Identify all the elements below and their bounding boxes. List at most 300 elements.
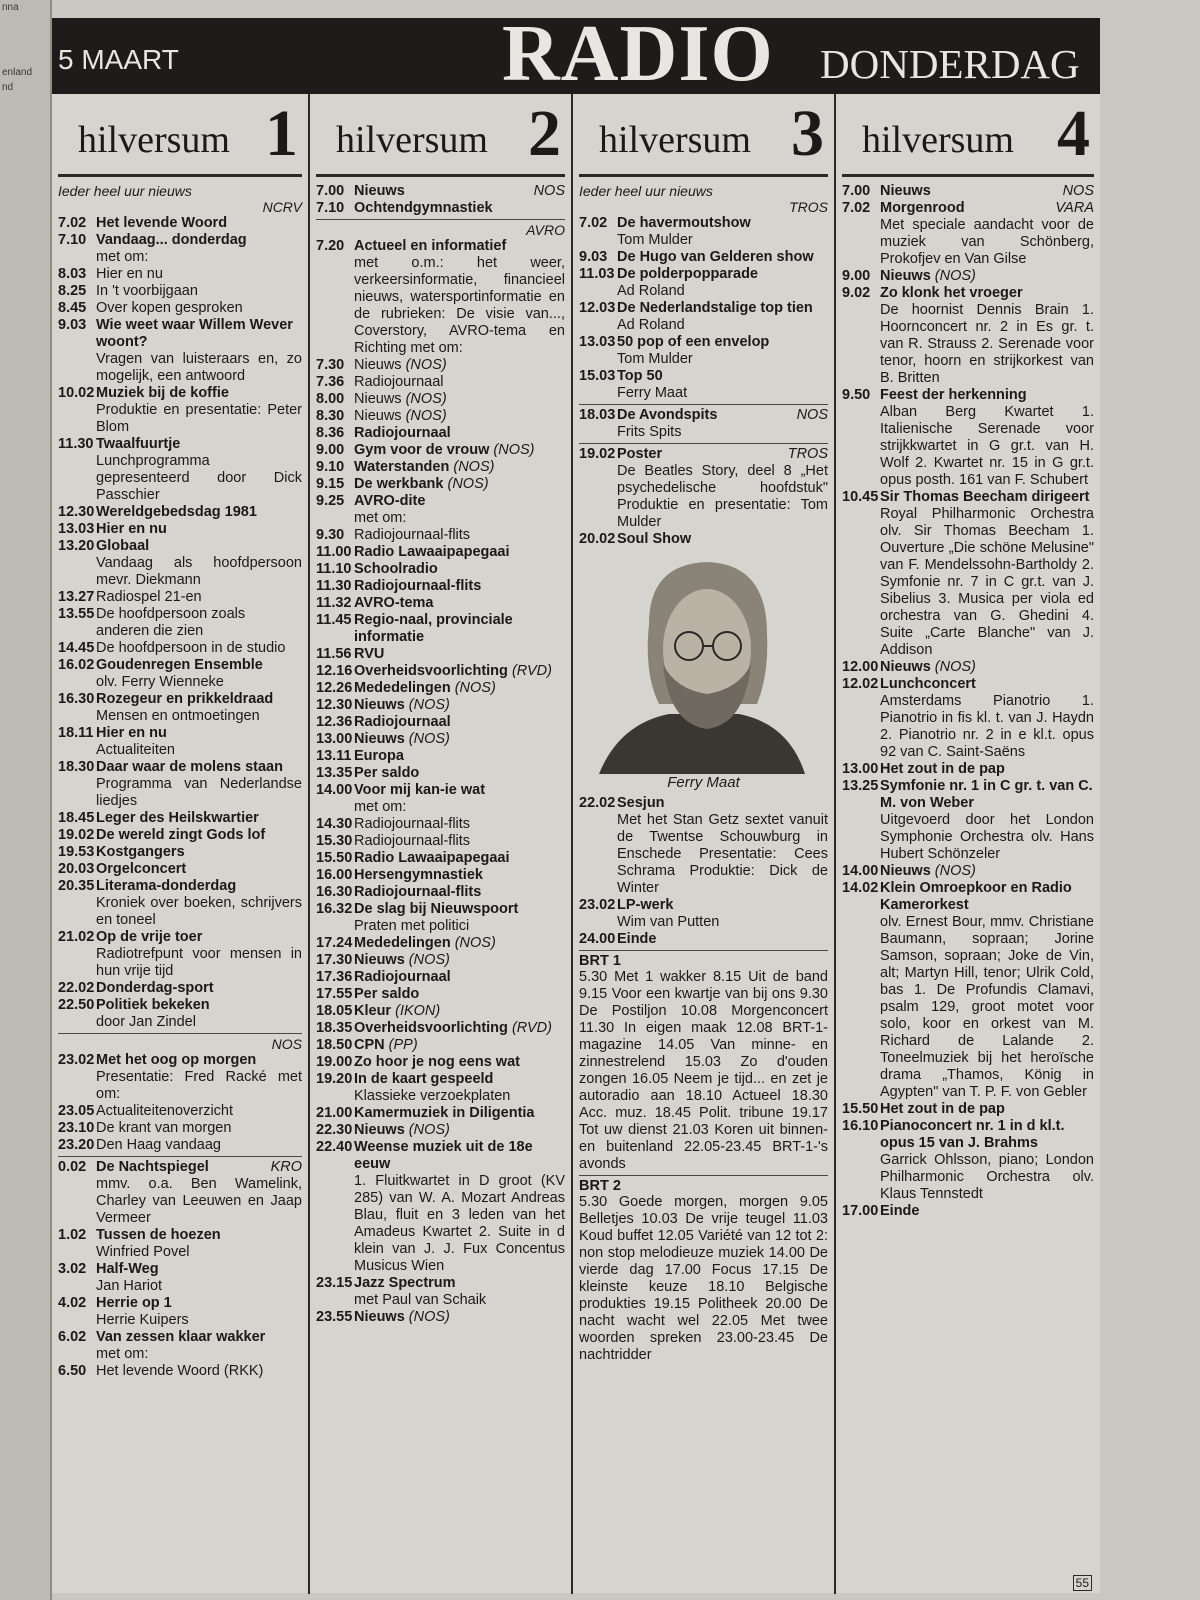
program-title: Radiojournaal	[354, 425, 451, 441]
program-entry	[316, 816, 565, 833]
program-entry	[316, 425, 565, 442]
program-time: 23.02	[579, 897, 616, 913]
program-description: Radiotrefpunt voor mensen in hun vrije tijd	[96, 946, 302, 979]
program-title: RVU	[354, 646, 385, 662]
broadcaster-tag: TROS	[789, 199, 828, 215]
program-entry	[58, 521, 302, 538]
column-header	[316, 94, 565, 177]
program-time: 10.02	[58, 385, 95, 401]
program-time: 16.10	[842, 1118, 879, 1134]
broadcaster-tag: NOS	[533, 183, 565, 199]
program-description: met Paul van Schaik	[354, 1292, 487, 1308]
program-time: 7.10	[316, 200, 345, 216]
program-description: met om:	[354, 799, 407, 815]
program-title: De hoofdpersoon zoals anderen die zien	[96, 606, 246, 639]
program-time: 23.02	[58, 1052, 95, 1068]
broadcaster-note: (NOS)	[934, 268, 976, 284]
program-time: 9.10	[316, 459, 345, 475]
program-time: 9.03	[579, 249, 608, 265]
column-header	[579, 94, 828, 177]
broadcaster-note: (RVD)	[511, 1020, 552, 1036]
program-time: 13.03	[58, 521, 95, 537]
program-entry	[58, 657, 302, 691]
program-entry	[842, 1101, 1094, 1118]
program-entry	[842, 1118, 1094, 1203]
program-title: CPN	[354, 1037, 385, 1053]
program-description: mmv. o.a. Ben Wamelink, Charley van Leeuwen en Jaap Vermeer	[96, 1176, 302, 1226]
program-entry	[316, 1054, 565, 1071]
program-entry	[842, 761, 1094, 778]
program-description: Praten met politici	[354, 918, 470, 934]
program-entry	[579, 407, 828, 441]
program-entry	[58, 691, 302, 725]
program-entry	[316, 1020, 565, 1037]
program-entry	[842, 880, 1094, 1101]
program-description: De hoornist Dennis Brain 1. Hoornconcert nr. 2 in Es gr. t. van R. Strauss 2. Serenade voor tenor, hoorn en strijkorkest van B. Britten	[880, 302, 1094, 386]
program-time: 16.30	[316, 884, 353, 900]
program-entry	[316, 850, 565, 867]
brt1-schedule: 5.30 Met 1 wakker 8.15 Uit de band 9.15 Voor een kwartje van bij ons 9.30 De Postiljon 10.08 Morgenconcert 11.30 In eigen maak 12.08 BRT-1-magazine 14.05 Van minne- en zinnestrelend 15.03 Zo d'ouden zongen 16.05 Neem je tijd... en zet je autoradio aan 18.10 Actueel 18.30 Acc. muz. 18.45 Polit. tribune 19.17 Tot uw dienst 21.03 Koren uit binnen- en buitenland 22.05-23.45 BRT-1-'s avonds	[579, 969, 828, 1172]
brt2-schedule: 5.30 Goede morgen, morgen 9.05 Belletjes 10.03 De vrije teugel 11.03 Koud buffet 12.05 Variété van 12 tot 2: non stop melodieuze muziek 14.00 De vierde dag 17.00 Focus 17.15 De kleinste keuze 18.10 Belgische produkties 19.15 Politheek 20.00 De nacht wacht wel 22.05 Met twee woorden spreken 23.00-23.45 De nachtridder	[579, 1194, 828, 1363]
program-entry	[579, 446, 828, 531]
program-time: 15.50	[842, 1101, 879, 1117]
program-time: 10.45	[842, 489, 879, 505]
program-entry	[316, 527, 565, 544]
program-title: Nieuws	[354, 408, 402, 424]
program-title: Het levende Woord (RKK)	[96, 1363, 264, 1379]
program-description: Presentatie: Fred Racké met om:	[96, 1069, 302, 1102]
broadcaster-note: (NOS)	[454, 680, 496, 696]
program-title: Het levende Woord	[96, 215, 228, 231]
program-entry	[316, 1275, 565, 1309]
broadcaster-note: (NOS)	[408, 1309, 450, 1325]
program-title: Kostgangers	[96, 844, 185, 860]
program-title: Symfonie nr. 1 in C gr. t. van C. M. von Weber	[880, 778, 1093, 811]
program-time: 8.25	[58, 283, 87, 299]
program-description: Vragen van luisteraars en, zo mogelijk, een antwoord	[96, 351, 302, 384]
program-time: 7.00	[842, 183, 871, 199]
program-time: 19.02	[579, 446, 616, 462]
broadcaster-tag: TROS	[787, 446, 828, 462]
program-title: Morgenrood	[880, 200, 965, 216]
broadcaster-note: (NOS)	[454, 935, 496, 951]
program-time: 13.20	[58, 538, 95, 554]
program-time: 20.03	[58, 861, 95, 877]
program-entry	[316, 986, 565, 1003]
program-time: 14.00	[316, 782, 353, 798]
margin-text: nna	[2, 2, 19, 13]
program-entry	[842, 200, 1094, 268]
program-title: Herrie op 1	[96, 1295, 172, 1311]
program-time: 19.53	[58, 844, 95, 860]
program-description: Garrick Ohlsson, piano; London Philharmonic Orchestra olv. Klaus Tennstedt	[880, 1152, 1094, 1202]
divider	[58, 1156, 302, 1157]
program-title: Regio-naal, provinciale informatie	[354, 612, 513, 645]
program-description: 1. Fluitkwartet in D groot (KV 285) van W. A. Mozart Andreas Blau, fluit en 3 leden van het Amadeus Kwartet 2. Suite in d klein van J. J. Fux Concentus Musicus Wien	[354, 1173, 565, 1274]
program-entry	[58, 810, 302, 827]
program-title: Feest der herkenning	[880, 387, 1027, 403]
program-title: Muziek bij de koffie	[96, 385, 229, 401]
program-time: 22.02	[58, 980, 95, 996]
program-time: 12.26	[316, 680, 353, 696]
magazine-page	[52, 10, 1100, 1593]
program-title: Overheidsvoorlichting	[354, 663, 508, 679]
station-number: 2	[528, 97, 561, 170]
program-description: Programma van Nederlandse liedjes	[96, 776, 302, 809]
program-entry	[58, 436, 302, 504]
program-entry	[316, 1071, 565, 1105]
program-time: 18.05	[316, 1003, 353, 1019]
program-title: De Avondspits	[617, 407, 718, 423]
program-entry	[58, 1103, 302, 1120]
column-hilversum-3	[573, 94, 836, 1594]
program-time: 16.30	[58, 691, 95, 707]
program-time: 17.36	[316, 969, 353, 985]
program-time: 13.35	[316, 765, 353, 781]
program-entry	[579, 368, 828, 402]
program-entry	[316, 952, 565, 969]
program-description: Ad Roland	[617, 317, 685, 333]
program-time: 15.50	[316, 850, 353, 866]
program-time: 18.45	[58, 810, 95, 826]
program-entry	[316, 544, 565, 561]
program-entry	[58, 861, 302, 878]
program-title: Zo hoor je nog eens wat	[354, 1054, 520, 1070]
column-hilversum-1	[52, 94, 310, 1594]
program-description: Met het Stan Getz sextet vanuit de Twentse Schouwburg in Enschede Presentatie: Cees Schrama Produktie: Dick de Winter	[617, 812, 828, 896]
program-entry	[316, 867, 565, 884]
program-entry	[842, 778, 1094, 863]
broadcaster-note: (RVD)	[511, 663, 552, 679]
program-entry	[316, 748, 565, 765]
program-title: Radiojournaal	[354, 714, 451, 730]
program-description: Tom Mulder	[617, 232, 693, 248]
program-description: Ad Roland	[617, 283, 685, 299]
program-title: Den Haag vandaag	[96, 1137, 221, 1153]
broadcaster-note: (NOS)	[405, 357, 447, 373]
program-entry	[579, 531, 828, 548]
program-entry	[316, 1037, 565, 1054]
program-time: 18.50	[316, 1037, 353, 1053]
program-title: Nieuws	[354, 357, 402, 373]
program-entry	[58, 844, 302, 861]
divider	[579, 443, 828, 444]
program-title: Per saldo	[354, 765, 420, 781]
page-banner	[52, 10, 1100, 98]
program-title: Einde	[617, 931, 657, 947]
column-header	[58, 94, 302, 177]
intro-note: Ieder heel uur nieuws	[579, 183, 713, 199]
program-time: 13.55	[58, 606, 95, 622]
column-hilversum-4	[836, 94, 1100, 1594]
program-entry	[316, 374, 565, 391]
program-description: Alban Berg Kwartet 1. Italienische Serenade voor strijkkwartet in G gr.t. van H. Wolf 2. Kwartet nr. 15 in G gr.t. opus posth. 161 van F. Schubert	[880, 404, 1094, 488]
broadcaster-note: (PP)	[388, 1037, 418, 1053]
program-title: Radiojournaal-flits	[354, 833, 471, 849]
program-entry	[316, 697, 565, 714]
program-entry	[316, 459, 565, 476]
program-time: 19.02	[58, 827, 95, 843]
program-entry	[316, 493, 565, 527]
program-description: Kroniek over boeken, schrijvers en toneel	[96, 895, 302, 928]
program-title: Wie weet waar Willem Wever woont?	[96, 317, 293, 350]
program-entry	[316, 578, 565, 595]
program-entry	[579, 931, 828, 948]
program-entry	[58, 1120, 302, 1137]
program-title: Nieuws	[880, 183, 931, 199]
station-name: hilversum	[599, 119, 751, 161]
program-time: 12.16	[316, 663, 353, 679]
program-entry	[58, 640, 302, 657]
program-time: 8.00	[316, 391, 345, 407]
program-time: 4.02	[58, 1295, 87, 1311]
program-entry	[316, 391, 565, 408]
margin-text: nd	[2, 82, 14, 93]
program-title: Sesjun	[617, 795, 665, 811]
program-title: De wereld zingt Gods lof	[96, 827, 266, 843]
program-entry	[316, 680, 565, 697]
program-time: 16.00	[316, 867, 353, 883]
program-time: 22.50	[58, 997, 95, 1013]
program-entry	[316, 238, 565, 357]
intro-note: Ieder heel uur nieuws	[58, 183, 192, 199]
program-title: Nieuws	[880, 659, 931, 675]
station-name: hilversum	[336, 119, 488, 161]
program-time: 23.55	[316, 1309, 353, 1325]
program-entry	[579, 897, 828, 931]
program-description: Royal Philharmonic Orchestra olv. Sir Thomas Beecham 1. Ouverture „Die schöne Melusine" van F. Mendelssohn-Bartholdy 2. Symfonie nr. 7 in C gr.t. van J. Sibelius 3. Musica per viola ed orchestra van G. Ghedini 4. Suite „Carte Blanche" van J. Addison	[880, 506, 1094, 658]
program-description: Lunchprogramma gepresenteerd door Dick Passchier	[96, 453, 302, 503]
program-time: 23.20	[58, 1137, 95, 1153]
program-title: Orgelconcert	[96, 861, 187, 877]
program-entry	[579, 215, 828, 249]
program-time: 18.35	[316, 1020, 353, 1036]
program-entry	[316, 646, 565, 663]
program-time: 11.32	[316, 595, 352, 611]
program-description: olv. Ernest Bour, mmv. Christiane Baumann, sopraan; Jorine Samson, sopraan; Joke de Vin, alt; Martyn Hill, tenor; Ulrik Cold, bas 1. De Profundis Clamavi, psalm 129, groot motet voor solo, koor en orkest van M. Richard de Lalande 2. Toneelmuziek bij het heroïsche drama „Thamos, König in Agypten" van T. P. F. von Gebler	[880, 914, 1094, 1100]
program-title: Per saldo	[354, 986, 420, 1002]
program-entry	[842, 659, 1094, 676]
portrait-illustration	[589, 554, 815, 774]
program-entry	[316, 663, 565, 680]
program-title: Voor mij kan-ie wat	[354, 782, 486, 798]
station-number: 1	[265, 97, 298, 170]
program-time: 9.50	[842, 387, 871, 403]
program-entry	[58, 589, 302, 606]
broadcaster-note: (NOS)	[408, 952, 450, 968]
program-entry	[316, 595, 565, 612]
margin-text: enland	[2, 67, 33, 78]
program-time: 11.03	[579, 266, 615, 282]
program-title: Actualiteitenoverzicht	[96, 1103, 234, 1119]
divider	[579, 950, 828, 951]
program-title: Twaalfuurtje	[96, 436, 181, 452]
program-time: 1.02	[58, 1227, 87, 1243]
program-entry	[58, 759, 302, 810]
broadcaster-note: (IKON)	[395, 1003, 441, 1019]
program-title: Kleur	[354, 1003, 392, 1019]
program-time: 18.30	[58, 759, 95, 775]
program-time: 0.02	[58, 1159, 87, 1175]
broadcaster-note: (NOS)	[934, 863, 976, 879]
program-entry	[316, 476, 565, 493]
program-time: 20.02	[579, 531, 616, 547]
program-time: 22.40	[316, 1139, 353, 1155]
program-entry	[579, 266, 828, 300]
program-entry	[58, 1052, 302, 1103]
broadcaster-note: (NOS)	[405, 408, 447, 424]
facing-page-margin	[0, 0, 52, 1600]
program-title: Nieuws	[880, 863, 931, 879]
program-description: olv. Ferry Wienneke	[96, 674, 224, 690]
program-time: 8.30	[316, 408, 345, 424]
program-title: De polderpopparade	[617, 266, 758, 282]
program-entry	[842, 387, 1094, 489]
program-title: Poster	[617, 446, 663, 462]
program-title: Radiojournaal	[354, 969, 451, 985]
program-title: In 't voorbijgaan	[96, 283, 198, 299]
program-time: 21.00	[316, 1105, 353, 1121]
program-description: Klassieke verzoekplaten	[354, 1088, 511, 1104]
program-title: Weense muziek uit de 18e eeuw	[354, 1139, 533, 1172]
program-entry	[58, 300, 302, 317]
program-entry	[58, 878, 302, 929]
program-time: 8.36	[316, 425, 345, 441]
program-time: 19.00	[316, 1054, 353, 1070]
program-time: 9.02	[842, 285, 871, 301]
broadcaster-note: (NOS)	[408, 697, 450, 713]
program-entry	[842, 183, 1094, 200]
program-entry	[579, 300, 828, 334]
program-entry	[579, 334, 828, 368]
program-title: De havermoutshow	[617, 215, 751, 231]
banner-day: DONDERDAG	[820, 41, 1080, 87]
program-time: 23.10	[58, 1120, 95, 1136]
program-title: Rozegeur en prikkeldraad	[96, 691, 274, 707]
page-number: 55	[1073, 1575, 1092, 1591]
program-title: Het zout in de pap	[880, 1101, 1005, 1117]
program-title: Zo klonk het vroeger	[880, 285, 1023, 301]
program-entry	[316, 442, 565, 459]
program-description: Uitgevoerd door het London Symphonie Orchestra olv. Hans Hubert Schönzeler	[880, 812, 1094, 862]
program-title: De hoofdpersoon in de studio	[96, 640, 286, 656]
program-title: LP-werk	[617, 897, 674, 913]
banner-title: RADIO	[502, 10, 774, 98]
program-entry	[316, 561, 565, 578]
program-title: Klein Omroepkoor en Radio Kamerorkest	[880, 880, 1072, 913]
program-title: Goudenregen Ensemble	[96, 657, 263, 673]
program-title: Hier en nu	[96, 725, 167, 741]
program-title: Tussen de hoezen	[96, 1227, 221, 1243]
program-title: Nieuws	[354, 391, 402, 407]
program-time: 21.02	[58, 929, 95, 945]
program-description: Met speciale aandacht voor de muziek van Schönberg, Prokofjev en Van Gilse	[880, 217, 1094, 267]
program-time: 17.00	[842, 1203, 879, 1219]
program-time: 6.02	[58, 1329, 87, 1345]
program-description: door Jan Zindel	[96, 1014, 196, 1030]
program-entry	[316, 901, 565, 935]
program-time: 9.00	[316, 442, 345, 458]
program-entry	[58, 1329, 302, 1363]
program-title: Radiojournaal	[354, 374, 444, 390]
program-time: 12.02	[842, 676, 879, 692]
program-time: 7.02	[58, 215, 87, 231]
program-entry	[316, 612, 565, 646]
program-title: Soul Show	[617, 531, 692, 547]
section-title: BRT 1	[579, 953, 621, 969]
program-entry	[58, 385, 302, 436]
program-title: Radiospel 21-en	[96, 589, 202, 605]
program-entry	[842, 285, 1094, 387]
program-title: Van zessen klaar wakker	[96, 1329, 266, 1345]
program-time: 18.11	[58, 725, 94, 741]
program-description: De Beatles Story, deel 8 „Het psychedelische hoofdstuk" Produktie en presentatie: Tom Mulder	[617, 463, 828, 530]
program-title: AVRO-dite	[354, 493, 426, 509]
program-time: 7.02	[579, 215, 608, 231]
program-entry	[316, 1003, 565, 1020]
program-title: De werkbank	[354, 476, 444, 492]
program-time: 13.25	[842, 778, 879, 794]
program-time: 7.30	[316, 357, 345, 373]
program-title: Radio Lawaaipapegaai	[354, 544, 510, 560]
program-title: Radiojournaal-flits	[354, 527, 471, 543]
divider	[579, 1175, 828, 1176]
program-time: 12.30	[58, 504, 95, 520]
program-description: Tom Mulder	[617, 351, 693, 367]
program-description: Jan Hariot	[96, 1278, 163, 1294]
program-title: Nieuws	[354, 731, 405, 747]
program-time: 11.30	[316, 578, 352, 594]
broadcaster-note: (NOS)	[447, 476, 489, 492]
program-time: 24.00	[579, 931, 616, 947]
program-entry	[842, 1203, 1094, 1220]
program-time: 7.36	[316, 374, 345, 390]
program-description: met om:	[96, 249, 149, 265]
program-title: Hier en nu	[96, 266, 163, 282]
program-entry	[316, 1309, 565, 1326]
program-time: 17.55	[316, 986, 353, 1002]
program-entry	[579, 249, 828, 266]
program-entry	[316, 782, 565, 816]
divider	[579, 404, 828, 405]
section-title: BRT 2	[579, 1178, 621, 1194]
presenter-photo	[589, 554, 824, 774]
program-entry	[58, 283, 302, 300]
program-entry	[58, 1137, 302, 1154]
program-title: Hier en nu	[96, 521, 167, 537]
program-entry	[316, 1105, 565, 1122]
program-title: Het zout in de pap	[880, 761, 1005, 777]
broadcaster-tag: NCRV	[262, 199, 302, 215]
program-description: Actualiteiten	[96, 742, 175, 758]
program-time: 8.45	[58, 300, 87, 316]
program-time: 16.02	[58, 657, 95, 673]
program-title: Daar waar de molens staan	[96, 759, 283, 775]
program-title: AVRO-tema	[354, 595, 434, 611]
program-time: 11.00	[316, 544, 352, 560]
program-time: 14.02	[842, 880, 879, 896]
station-name: hilversum	[862, 119, 1014, 161]
program-time: 12.36	[316, 714, 353, 730]
program-title: Met het oog op morgen	[96, 1052, 257, 1068]
program-description: Frits Spits	[617, 424, 682, 440]
program-entry	[842, 489, 1094, 659]
program-entry	[58, 1159, 302, 1227]
program-time: 23.05	[58, 1103, 95, 1119]
program-title: Politiek bekeken	[96, 997, 210, 1013]
program-title: Jazz Spectrum	[354, 1275, 456, 1291]
program-title: Op de vrije toer	[96, 929, 203, 945]
